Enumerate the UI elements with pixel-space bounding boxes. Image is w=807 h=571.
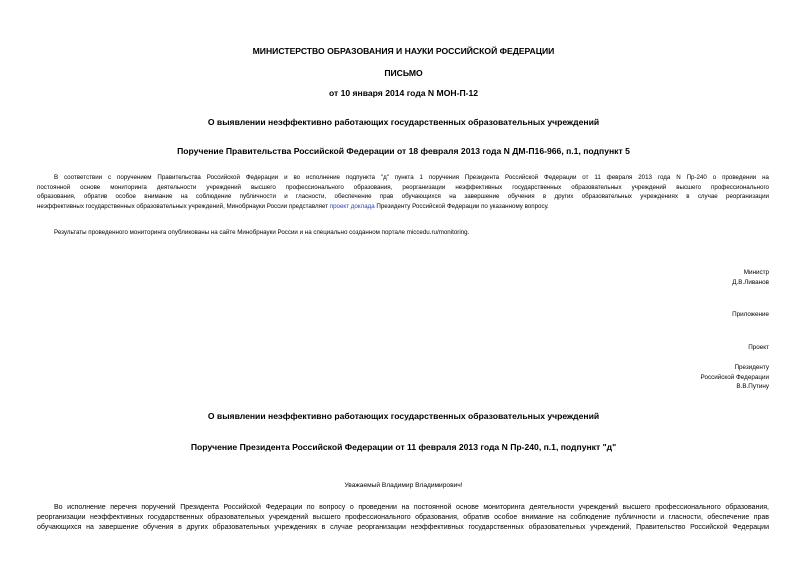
signature-position: Министр xyxy=(743,269,769,276)
project-report-link[interactable]: проект доклада xyxy=(329,203,375,211)
paragraph-text: неэффективных государственных образовательных учреждений, Минобрнауки России представляет xyxy=(37,203,330,211)
document-title: О выявлении неэффективно работающих государственных образовательных учреждений xyxy=(207,117,600,127)
project-label: Проект xyxy=(748,344,769,351)
paragraph-line: реорганизации неэффективных государственных образовательных учреждений высшего профессионального образования, обратив особое внимание на соблюдение публичности и гласности, обеспечение прав xyxy=(37,514,769,522)
body-paragraph-1 xyxy=(37,173,769,212)
date-number-heading: от 10 января 2014 года N МОН-П-12 xyxy=(328,88,479,98)
greeting: Уважаемый Владимир Владимирович! xyxy=(344,482,463,489)
body-paragraph-2 xyxy=(37,228,769,238)
project-title: О выявлении неэффективно работающих государственных образовательных учреждений xyxy=(207,411,600,421)
addressee-line: Российской Федерации xyxy=(700,373,769,381)
doc-type-heading: ПИСЬМО xyxy=(384,68,423,78)
paragraph-line: образования, обратив особое внимание на соблюдение публичности и гласности, обеспечение прав обучающихся на завершение обучения в других образовательных учреждениях в случае реорганизации xyxy=(37,193,769,201)
signature-name: Д.В.Ливанов xyxy=(732,278,769,286)
appendix-label: Приложение xyxy=(732,311,769,318)
project-paragraph xyxy=(37,503,769,534)
addressee-block xyxy=(701,363,769,392)
paragraph-line: Результаты проведенного мониторинга опубликованы на сайте Минобрнауки России и на специально созданном портале miccedu.ru/monitoring. xyxy=(54,229,470,236)
paragraph-line: В соответствии с поручением Правительства Российской Федерации и во исполнение подпункта "д" пункта 1 поручения Президента Российской Федерации от 11 февраля 2013 года N Пр-240 о проведении на xyxy=(54,174,769,181)
project-instruction: Поручение Президента Российской Федерации от 11 февраля 2013 года N Пр-240, п.1, подпункт "д" xyxy=(190,442,617,452)
signature-block xyxy=(732,268,769,287)
addressee-line: Президенту xyxy=(734,364,769,371)
paragraph-line: обучающихся на завершение обучения в других образовательных учреждениях в случае реорганизации неэффективных государственных образовательных учреждений, Правительство Российской Федерации xyxy=(37,524,769,532)
paragraph-text: Президенту Российской Федерации по указанному вопросу. xyxy=(374,203,549,211)
ministry-heading: МИНИСТЕРСТВО ОБРАЗОВАНИЯ И НАУКИ РОССИЙСКОЙ ФЕДЕРАЦИИ xyxy=(252,46,555,56)
addressee-line: В.В.Путину xyxy=(736,383,769,391)
paragraph-line: постоянной основе мониторинга деятельности учреждений высшего профессионального образования, реорганизации неэффективных государственных образовательных учреждений высшего профессионального xyxy=(37,183,769,191)
paragraph-line xyxy=(37,202,769,212)
paragraph-line: Во исполнение перечня поручений Президента Российской Федерации по вопросу о проведении на постоянной основе мониторинга деятельности учреждений высшего профессионального образования, xyxy=(54,504,769,511)
instruction-heading: Поручение Правительства Российской Федерации от 18 февраля 2013 года N ДМ-П16-966, п.1, подпункт 5 xyxy=(177,146,630,156)
